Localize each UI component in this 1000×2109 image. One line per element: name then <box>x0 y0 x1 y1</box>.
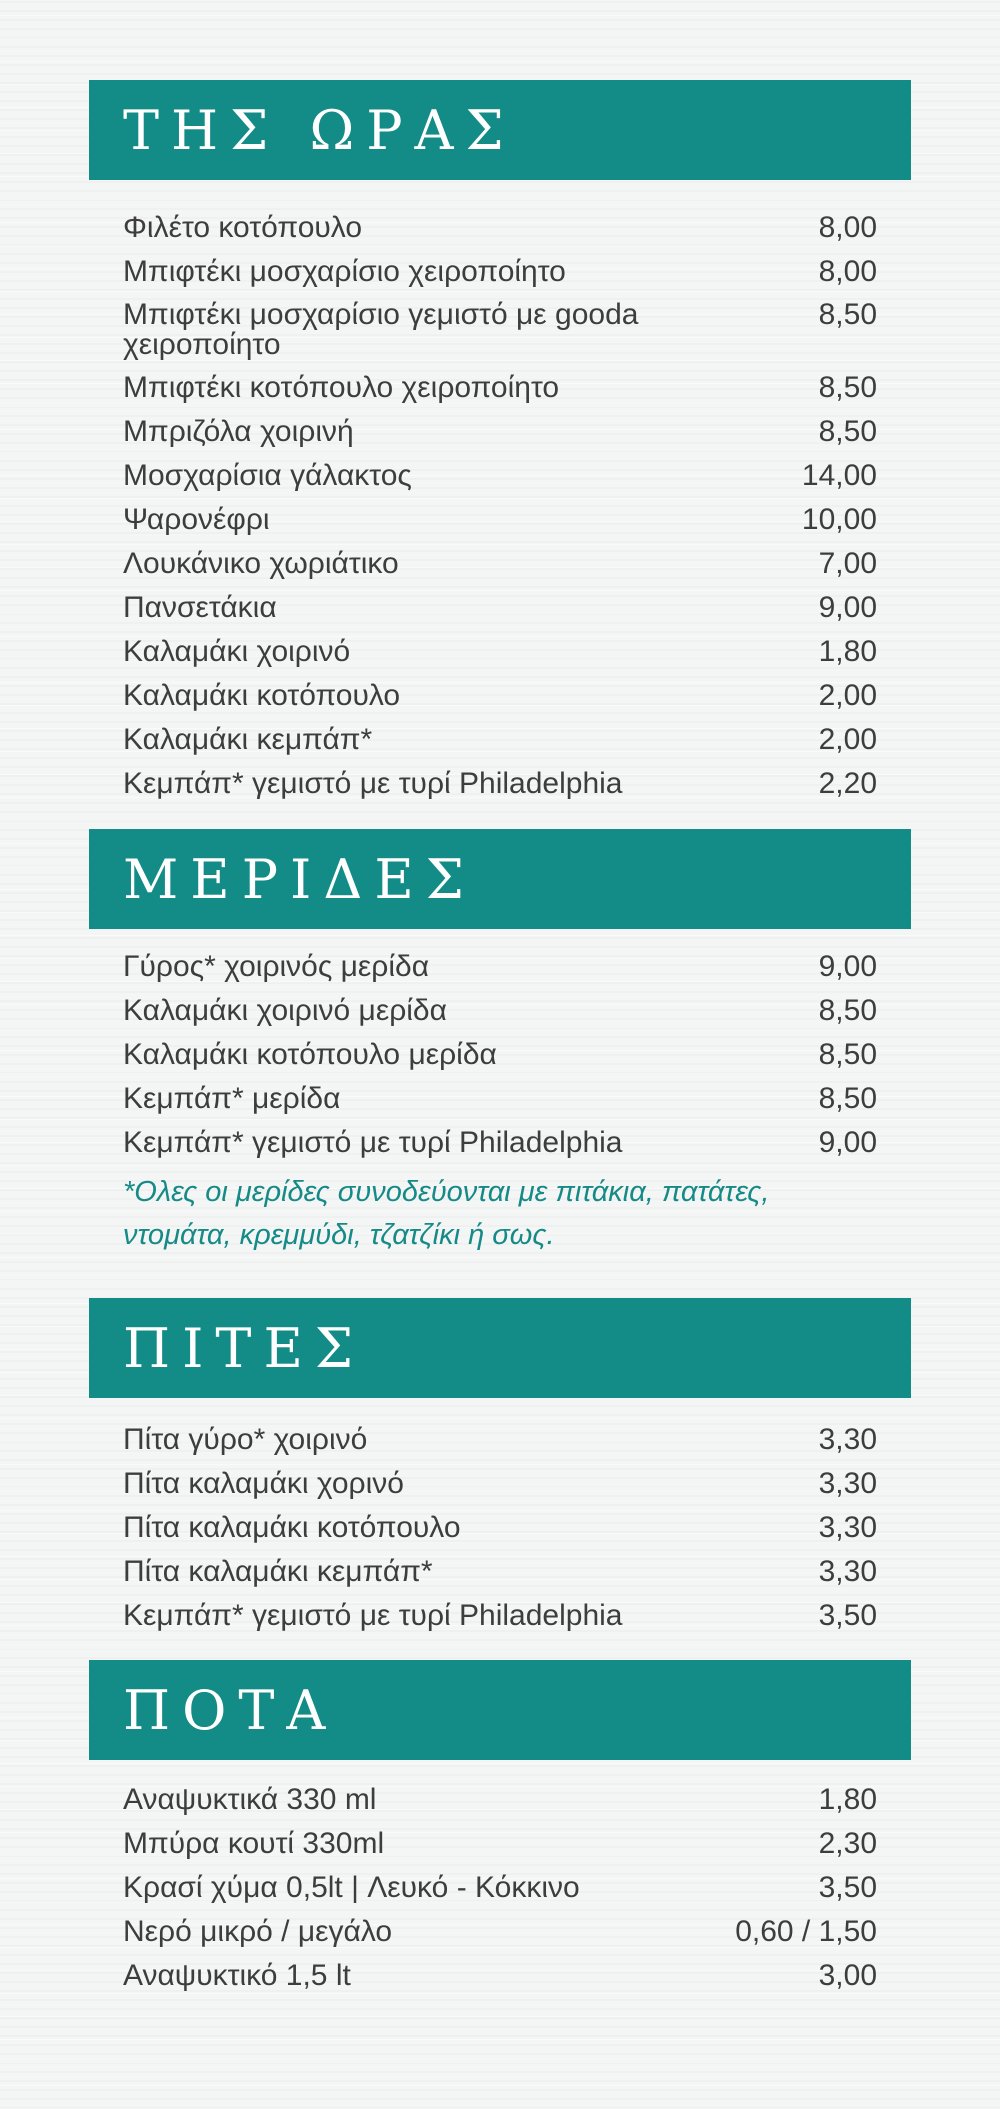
item-name: Μπύρα κουτί 330ml <box>123 1827 385 1860</box>
item-price: 3,30 <box>818 1555 877 1588</box>
item-name: Κεμπάπ* γεμιστό με τυρί Philadelphia <box>123 767 623 800</box>
menu-item <box>123 1556 877 1588</box>
section-pota <box>89 1660 911 2004</box>
item-list <box>89 180 911 800</box>
item-price: 14,00 <box>801 459 877 492</box>
item-price: 9,00 <box>818 950 877 983</box>
section-header <box>89 80 911 180</box>
item-name: Νερό μικρό / μεγάλο <box>123 1915 393 1948</box>
item-price: 8,50 <box>818 994 877 1027</box>
menu-item <box>123 1960 877 1992</box>
item-price: 3,30 <box>818 1423 877 1456</box>
item-price: 8,50 <box>818 1038 877 1071</box>
item-name: Πανσετάκια <box>123 591 277 624</box>
menu-item <box>123 372 877 404</box>
item-price: 10,00 <box>801 503 877 536</box>
menu-item <box>123 1083 877 1115</box>
menu-item <box>123 1784 877 1816</box>
item-name: Μπιφτέκι μοσχαρίσιο γεμιστό με gooda χειροποίητο <box>123 298 639 361</box>
menu-item <box>123 300 877 360</box>
item-price: 3,50 <box>818 1871 877 1904</box>
menu-item <box>123 1468 877 1500</box>
section-title: ΜΕΡΙΔΕΣ <box>123 847 476 911</box>
menu-item <box>123 1600 877 1632</box>
section-title: ΤΗΣ ΩΡΑΣ <box>123 98 516 162</box>
item-price: 2,30 <box>818 1827 877 1860</box>
item-name: Πίτα καλαμάκι κεμπάπ* <box>123 1555 433 1588</box>
menu-item <box>123 548 877 580</box>
item-name: Κεμπάπ* γεμιστό με τυρί Philadelphia <box>123 1126 623 1159</box>
menu-item <box>123 1828 877 1860</box>
item-name: Καλαμάκι κεμπάπ* <box>123 723 373 756</box>
item-price: 1,80 <box>818 635 877 668</box>
item-name: Κεμπάπ* μερίδα <box>123 1082 341 1115</box>
item-name: Αναψυκτικά 330 ml <box>123 1783 377 1816</box>
item-name: Μπιφτέκι μοσχαρίσιο χειροποίητο <box>123 255 566 288</box>
item-price: 3,50 <box>818 1599 877 1632</box>
item-price: 9,00 <box>818 591 877 624</box>
item-name: Καλαμάκι χοιρινό <box>123 635 351 668</box>
item-price: 8,00 <box>818 211 877 244</box>
item-price: 9,00 <box>818 1126 877 1159</box>
menu-item <box>123 416 877 448</box>
item-name: Ψαρονέφρι <box>123 503 270 536</box>
menu-item <box>123 724 877 756</box>
item-name: Αναψυκτικό 1,5 lt <box>123 1959 351 1992</box>
item-list <box>89 1398 911 1632</box>
section-tis-oras <box>89 80 911 812</box>
item-name: Κρασί χύμα 0,5lt | Λευκό - Κόκκινο <box>123 1871 580 1904</box>
item-price: 1,80 <box>818 1783 877 1816</box>
item-price: 8,50 <box>818 415 877 448</box>
item-price: 7,00 <box>818 547 877 580</box>
menu-item <box>123 1424 877 1456</box>
item-price: 8,50 <box>818 298 877 331</box>
item-name: Μπιφτέκι κοτόπουλο χειροποίητο <box>123 371 560 404</box>
section-merides <box>89 829 911 1257</box>
menu-item <box>123 1512 877 1544</box>
section-header <box>89 1298 911 1398</box>
item-name: Κεμπάπ* γεμιστό με τυρί Philadelphia <box>123 1599 623 1632</box>
item-name: Πίτα καλαμάκι χορινό <box>123 1467 404 1500</box>
menu-item <box>123 951 877 983</box>
item-price: 8,50 <box>818 371 877 404</box>
item-price: 3,30 <box>818 1511 877 1544</box>
item-price: 2,00 <box>818 679 877 712</box>
menu-item <box>123 504 877 536</box>
menu-item <box>123 1127 877 1159</box>
menu-item <box>123 768 877 800</box>
section-header <box>89 829 911 929</box>
menu-item <box>123 256 877 288</box>
menu-item <box>123 1916 877 1948</box>
item-name: Καλαμάκι κοτόπουλο μερίδα <box>123 1038 497 1071</box>
item-price: 8,00 <box>818 255 877 288</box>
item-name: Μπριζόλα χοιρινή <box>123 415 354 448</box>
item-price: 0,60 / 1,50 <box>735 1915 877 1948</box>
menu-item <box>123 460 877 492</box>
menu-item <box>123 1039 877 1071</box>
item-name: Πίτα καλαμάκι κοτόπουλο <box>123 1511 461 1544</box>
menu-item <box>123 680 877 712</box>
item-list <box>89 929 911 1159</box>
item-name: Φιλέτο κοτόπουλο <box>123 211 363 244</box>
menu-item <box>123 1872 877 1904</box>
section-title: ΠΟΤΑ <box>123 1678 338 1742</box>
sides-note: *Ολες οι μερίδες συνοδεύονται με πιτάκια, πατάτες, ντομάτα, κρεμμύδι, τζατζίκι ή σως. <box>123 1176 770 1251</box>
item-price: 8,50 <box>818 1082 877 1115</box>
menu-item <box>123 636 877 668</box>
item-price: 2,00 <box>818 723 877 756</box>
item-list <box>89 1760 911 1992</box>
item-name: Καλαμάκι χοιρινό μερίδα <box>123 994 447 1027</box>
section-header <box>89 1660 911 1760</box>
item-name: Γύρος* χοιρινός μερίδα <box>123 950 430 983</box>
item-name: Πίτα γύρο* χοιρινό <box>123 1423 368 1456</box>
item-name: Λουκάνικο χωριάτικο <box>123 547 399 580</box>
menu-item <box>123 212 877 244</box>
item-price: 3,00 <box>818 1959 877 1992</box>
section-title: ΠΙΤΕΣ <box>123 1316 366 1380</box>
menu-item <box>123 995 877 1027</box>
item-name: Καλαμάκι κοτόπουλο <box>123 679 401 712</box>
section-pites <box>89 1298 911 1644</box>
menu-item <box>123 592 877 624</box>
item-name: Μοσχαρίσια γάλακτος <box>123 459 412 492</box>
item-price: 3,30 <box>818 1467 877 1500</box>
item-price: 2,20 <box>818 767 877 800</box>
